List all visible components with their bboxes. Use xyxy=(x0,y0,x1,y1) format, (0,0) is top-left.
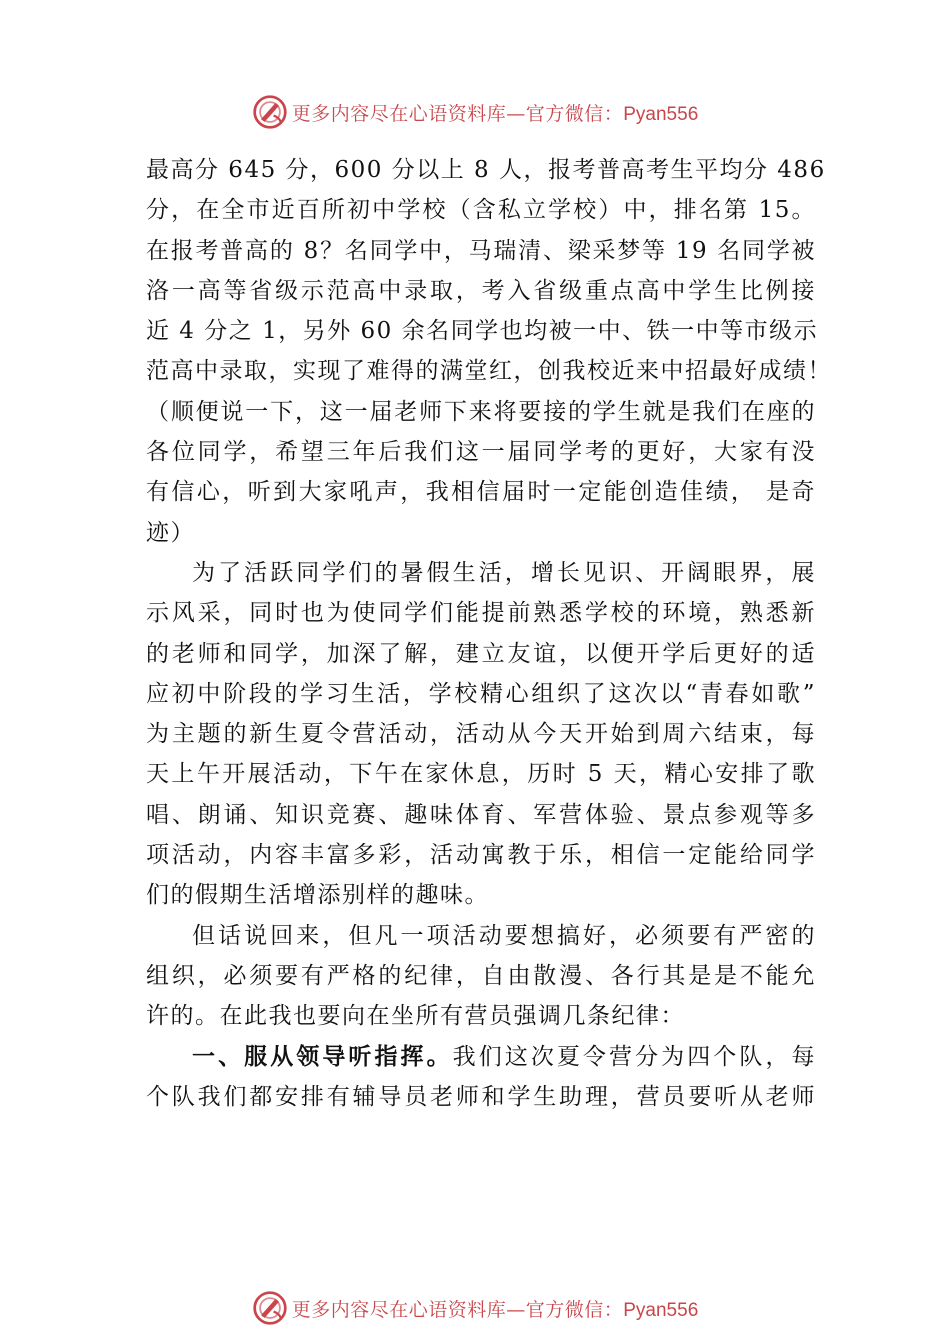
text-line: 为主题的新生夏令营活动，活动从今天开始到周六结束，每 xyxy=(146,721,816,748)
text-line: 应初中阶段的学习生活，学校精心组织了这次以“青春如歌” xyxy=(146,680,816,707)
rule-heading: 一、服从领导听指挥。 xyxy=(192,1043,453,1070)
paragraph-1 xyxy=(146,150,832,553)
text-line: 在报考普高的 8？名同学中，马瑞清、梁采梦等 19 名同学被 xyxy=(146,237,816,264)
text-line: 各位同学，希望三年后我们这一届同学考的更好，大家有没 xyxy=(146,439,816,466)
text-line: 天上午开展活动，下午在家休息，历时 5 天，精心安排了歌 xyxy=(146,761,816,788)
text-line: 的老师和同学，加深了解，建立友谊，以便开学后更好的适 xyxy=(146,640,816,667)
paragraph-2 xyxy=(146,553,816,916)
wechat-id: Pyan556 xyxy=(623,103,699,125)
text-line: 范高中录取，实现了难得的满堂红，创我校近来中招最好成绩！ xyxy=(146,358,832,385)
text-line: 示风采，同时也为使同学们能提前熟悉学校的环境，熟悉新 xyxy=(146,600,816,627)
text-line xyxy=(146,1037,816,1077)
watermark-text: 更多内容尽在心语资料库—官方微信：Pyan556 xyxy=(291,102,699,125)
seal-logo-icon xyxy=(252,94,288,130)
text-line: 组织，必须要有严格的纪律，自由散漫、各行其是是不能允 xyxy=(146,962,816,989)
text-line: 最高分 645 分，600 分以上 8 人，报考普高考生平均分 486 xyxy=(146,157,826,183)
text-line: 有信心，听到大家吼声，我相信届时一定能创造佳绩， 是奇 xyxy=(146,479,816,506)
text-line: 为了活跃同学们的暑假生活，增长见识、开阔眼界，展 xyxy=(192,559,816,586)
text-line: （顺便说一下，这一届老师下来将要接的学生就是我们在座的 xyxy=(146,398,816,425)
watermark-text: 更多内容尽在心语资料库—官方微信：Pyan556 xyxy=(291,1298,699,1321)
text-line: 许的。在此我也要向在坐所有营员强调几条纪律： xyxy=(146,1003,685,1030)
watermark-header xyxy=(0,92,950,132)
text-line: 洛一高等省级示范高中录取，考入省级重点高中学生比例接 xyxy=(146,277,816,304)
wechat-id: Pyan556 xyxy=(623,1299,699,1321)
text-line: 近 4 分之 1，另外 60 余名同学也均被一中、铁一中等市级示 xyxy=(146,318,819,345)
paragraph-3 xyxy=(146,916,816,1037)
text-line: 项活动，内容丰富多彩，活动寓教于乐，相信一定能给同学 xyxy=(146,842,816,869)
text-line: 个队我们都安排有辅导员老师和学生助理，营员要听从老师 xyxy=(146,1083,816,1110)
watermark-footer xyxy=(0,1288,950,1328)
document-body xyxy=(146,150,832,1117)
text-line: 唱、朗诵、知识竞赛、趣味体育、军营体验、景点参观等多 xyxy=(146,801,816,828)
paragraph-4 xyxy=(146,1037,816,1118)
text-line: 分，在全市近百所初中学校（含私立学校）中，排名第 15。 xyxy=(146,197,816,224)
seal-logo-icon xyxy=(252,1290,288,1326)
text-line: 们的假期生活增添别样的趣味。 xyxy=(146,882,489,909)
text-line: 迹） xyxy=(146,519,195,546)
text-line: 但话说回来，但凡一项活动要想搞好，必须要有严密的 xyxy=(192,922,816,949)
rule-text: 我们这次夏令营分为四个队，每 xyxy=(452,1043,817,1070)
